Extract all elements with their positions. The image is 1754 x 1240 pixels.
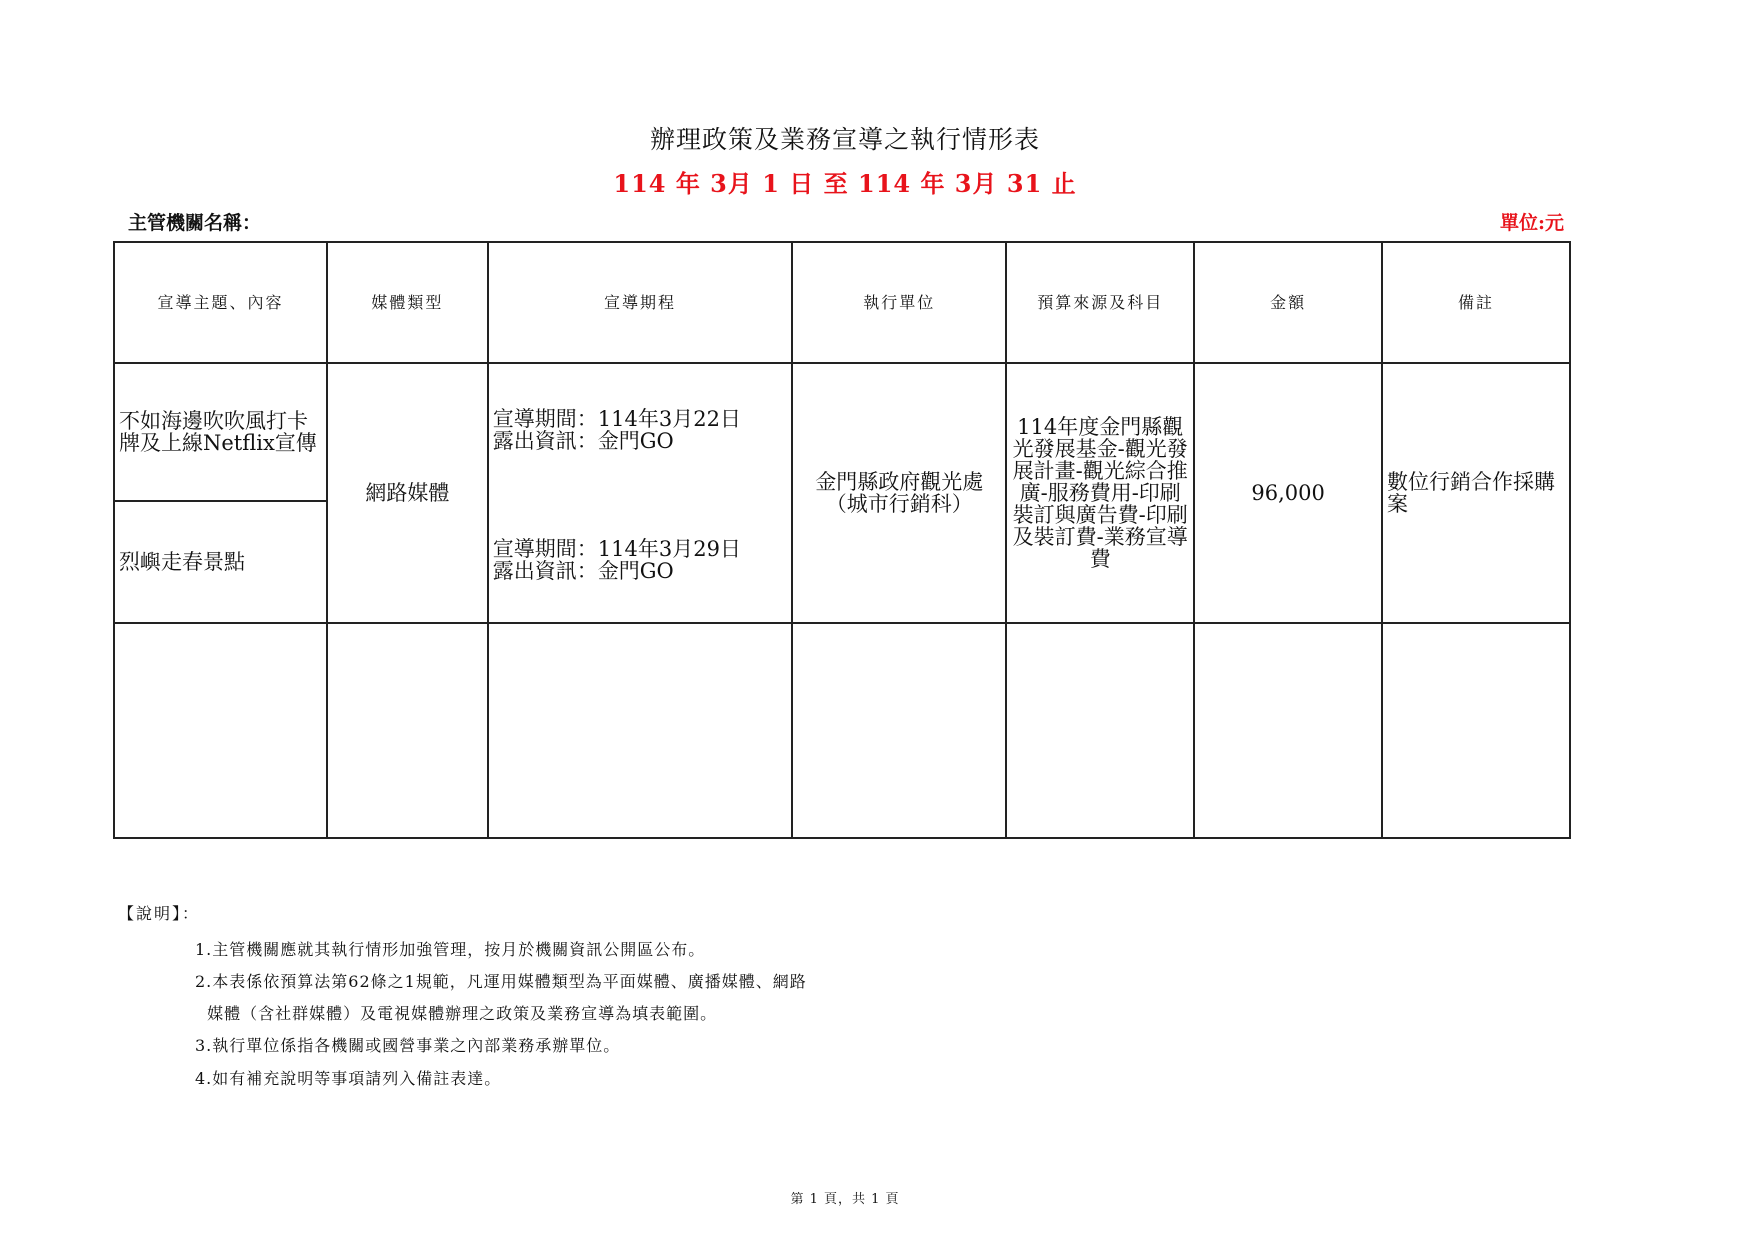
- note-item: 1.主管機關應就其執行情形加強管理，按月於機關資訊公開區公布。: [195, 940, 706, 959]
- page-footer: 第 1 頁，共 1 頁: [790, 1192, 900, 1207]
- empty-cell: [327, 623, 488, 838]
- schedule-period: 宣導期間：114年3月22日: [492, 407, 741, 431]
- report-period: 114 年 3月 1 日 至 114 年 3月 31 止: [613, 169, 1077, 198]
- cell-unit: 金門縣政府觀光處（城市行銷科）: [792, 363, 1006, 623]
- schedule-exposure: 露出資訊：金門GO: [492, 559, 674, 583]
- execution-table: [113, 241, 1571, 839]
- empty-cell: [114, 623, 327, 838]
- page-title: 辦理政策及業務宣導之執行情形表: [649, 125, 1040, 154]
- table-row-empty: [114, 623, 1570, 838]
- cell-schedule: [488, 363, 792, 623]
- note-item: 2.本表係依預算法第62條之1規範，凡運用媒體類型為平面媒體、廣播媒體、網路: [195, 972, 807, 991]
- cell-remark: 數位行銷合作採購案: [1382, 363, 1570, 623]
- empty-cell: [792, 623, 1006, 838]
- org-label: 主管機關名稱：: [128, 212, 262, 234]
- col-header-budget: 預算來源及科目: [1006, 242, 1194, 363]
- table-row: [114, 363, 1570, 501]
- col-header-remark: 備註: [1382, 242, 1570, 363]
- cell-topic: 不如海邊吹吹風打卡牌及上線Netflix宣傳: [114, 363, 327, 501]
- notes-heading: 【說明】：: [118, 904, 201, 923]
- note-item: 媒體（含社群媒體）及電視媒體辦理之政策及業務宣導為填表範圍。: [195, 1004, 718, 1023]
- col-header-schedule: 宣導期程: [488, 242, 792, 363]
- table-header-row: [114, 242, 1570, 363]
- cell-media: 網路媒體: [327, 363, 488, 623]
- unit-label: 單位:元: [1499, 212, 1564, 234]
- empty-cell: [488, 623, 792, 838]
- empty-cell: [1194, 623, 1382, 838]
- note-item: 4.如有補充說明等事項請列入備註表達。: [195, 1069, 502, 1088]
- note-item: 3.執行單位係指各機關或國營事業之內部業務承辦單位。: [195, 1036, 621, 1055]
- col-header-amount: 金額: [1194, 242, 1382, 363]
- col-header-media: 媒體類型: [327, 242, 488, 363]
- cell-amount: 96,000: [1194, 363, 1382, 623]
- schedule-block-1: [493, 408, 741, 452]
- schedule-block-2: [493, 538, 741, 582]
- empty-cell: [1006, 623, 1194, 838]
- col-header-topic: 宣導主題、內容: [114, 242, 327, 363]
- schedule-exposure: 露出資訊：金門GO: [492, 429, 674, 453]
- cell-budget: 114年度金門縣觀光發展基金-觀光發展計畫-觀光綜合推廣-服務費用-印刷裝訂與廣告費-印刷及裝訂費-業務宣導費: [1006, 363, 1194, 623]
- cell-topic: 烈嶼走春景點: [114, 501, 327, 623]
- col-header-unit: 執行單位: [792, 242, 1006, 363]
- empty-cell: [1382, 623, 1570, 838]
- schedule-period: 宣導期間：114年3月29日: [492, 537, 741, 561]
